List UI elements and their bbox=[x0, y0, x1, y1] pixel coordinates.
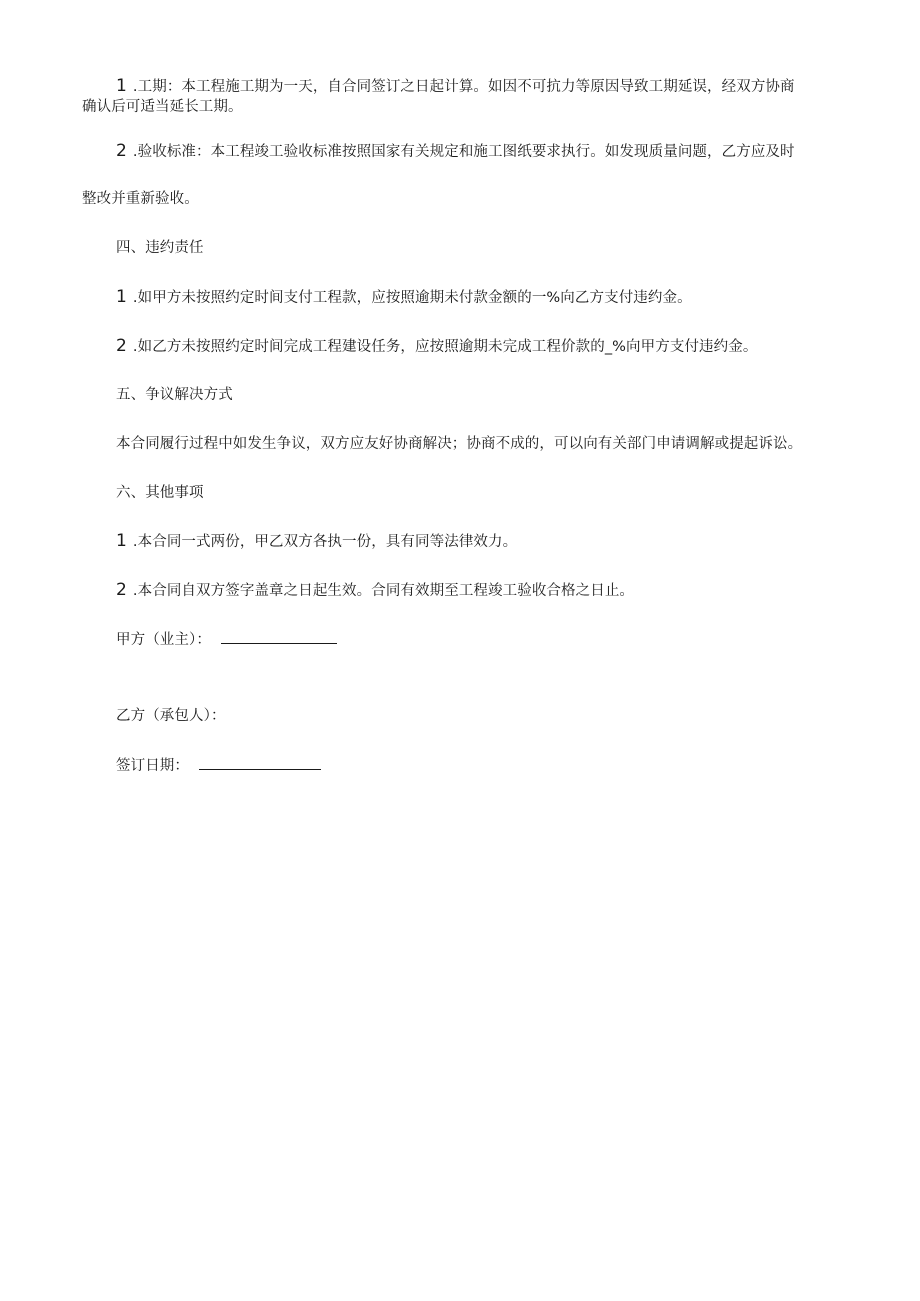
item-number: 2 bbox=[116, 141, 127, 161]
term-item-1-continued: 确认后可适当延长工期。 bbox=[82, 99, 243, 115]
term-item-2-continued: 整改并重新验收。 bbox=[82, 191, 199, 207]
item-text: .如甲方未按照约定时间支付工程款，应按照逾期未付款金额的一%向乙方支付违约金。 bbox=[132, 290, 692, 306]
item-text: .如乙方未按照约定时间完成工程建设任务，应按照逾期未完成工程价款的_%向甲方支付违约金。 bbox=[132, 339, 758, 355]
item-number: 2 bbox=[116, 580, 127, 600]
party-a-signature bbox=[116, 629, 337, 650]
term-item-2 bbox=[116, 141, 795, 162]
signing-date-label: 签订日期： bbox=[116, 758, 189, 774]
item-number: 1 bbox=[116, 531, 127, 551]
party-b-signature bbox=[116, 706, 226, 726]
item-text: .本合同自双方签字盖章之日起生效。合同有效期至工程竣工验收合格之日止。 bbox=[132, 583, 635, 599]
party-a-label: 甲方（业主）： bbox=[116, 632, 211, 648]
breach-item-2 bbox=[116, 336, 757, 357]
item-number: 1 bbox=[116, 76, 127, 96]
item-number: 1 bbox=[116, 287, 127, 307]
breach-item-1 bbox=[116, 287, 692, 308]
other-item-2 bbox=[116, 580, 634, 601]
section-heading-breach: 四、违约责任 bbox=[116, 240, 204, 256]
signing-date bbox=[116, 755, 321, 776]
section-heading-dispute: 五、争议解决方式 bbox=[116, 387, 233, 403]
item-text: .本合同一式两份，甲乙双方各执一份，具有同等法律效力。 bbox=[132, 534, 518, 550]
other-item-1 bbox=[116, 531, 517, 552]
party-a-blank-line[interactable] bbox=[221, 629, 337, 644]
item-text: .验收标准：本工程竣工验收标准按照国家有关规定和施工图纸要求执行。如发现质量问题，乙方应及时 bbox=[132, 144, 795, 160]
party-b-label: 乙方（承包人）： bbox=[116, 708, 226, 724]
section-heading-other: 六、其他事项 bbox=[116, 485, 204, 501]
signing-date-blank-line[interactable] bbox=[199, 755, 321, 770]
dispute-text: 本合同履行过程中如发生争议，双方应友好协商解决；协商不成的，可以向有关部门申请调解或提起诉讼。 bbox=[116, 436, 803, 452]
item-text: .工期：本工程施工期为一天，自合同签订之日起计算。如因不可抗力等原因导致工期延误，经双方协商 bbox=[132, 79, 795, 95]
item-number: 2 bbox=[116, 336, 127, 356]
term-item-1 bbox=[116, 76, 795, 97]
